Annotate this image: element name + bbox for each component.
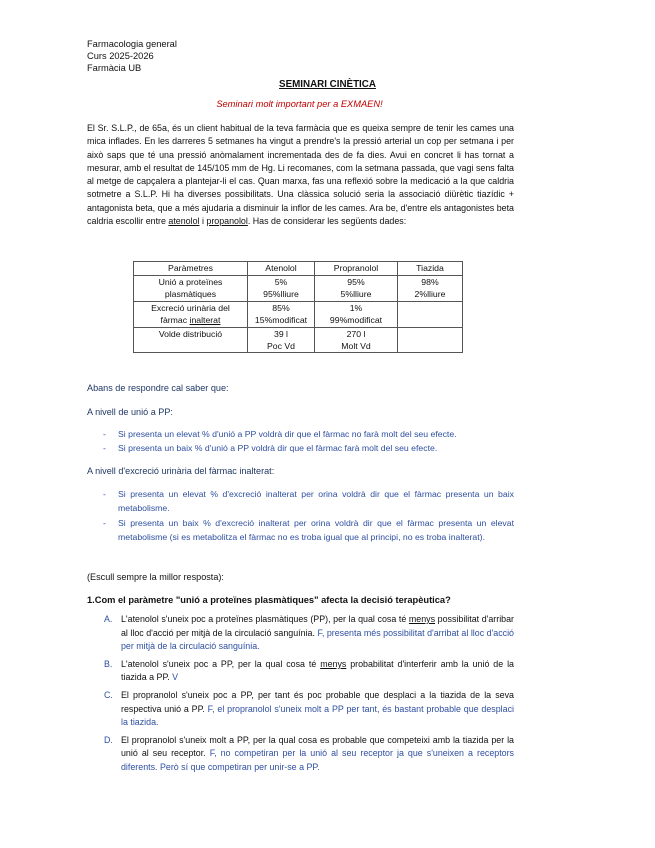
option-letter: D. bbox=[104, 734, 113, 745]
table-cell bbox=[248, 301, 315, 327]
answer-options bbox=[87, 613, 514, 779]
table-header-row bbox=[134, 262, 463, 276]
cell-line: 99%modificat bbox=[329, 315, 383, 326]
table-cell bbox=[315, 301, 398, 327]
option-feedback: V bbox=[172, 672, 179, 683]
cell-line: 1% bbox=[349, 302, 363, 313]
option-text: El propranolol s'uneix poc a PP, per tant és poc probable que desplaci a la tiazida de la seva respectiva unió a PP. bbox=[121, 689, 514, 714]
table-cell bbox=[315, 327, 398, 353]
cell-line: Volde distribució bbox=[158, 328, 223, 339]
dash-bullet: - bbox=[103, 517, 106, 528]
cell-text: fàrmac bbox=[160, 315, 190, 326]
cell-line: 98% bbox=[421, 277, 439, 287]
table-row bbox=[134, 327, 463, 353]
table-cell bbox=[315, 276, 398, 302]
option-text: possibilitat d'arribar al lloc d'acció per mitjà de la circulació sanguínia. bbox=[121, 614, 514, 638]
list-item-text: Si presenta un baix % d'excreció inalterat per orina voldrà dir que el fàrmac presenta un elevat metabolisme (si es metabolitza el fàrmac no es troba igual que al principi, no es troba inalterat). bbox=[118, 517, 514, 542]
intro-drug-1: atenolol bbox=[168, 216, 200, 227]
pp-level-heading: A nivell de unió a PP: bbox=[87, 407, 173, 417]
option-text: El propranolol s'uneix molt a PP, per la qual cosa es probable que competeixi amb la tiazida per la unió al seu receptor. bbox=[121, 734, 514, 759]
before-answer-heading: Abans de respondre cal saber que: bbox=[87, 383, 229, 393]
table-row bbox=[134, 276, 463, 302]
cell-line: Molt Vd bbox=[341, 341, 371, 352]
option-underlined-text: menys bbox=[320, 658, 347, 669]
list-item bbox=[87, 441, 514, 455]
dash-bullet: - bbox=[103, 489, 106, 499]
table-cell bbox=[398, 327, 463, 353]
cell-line: 95%lliure bbox=[263, 289, 299, 300]
option-letter: B. bbox=[104, 658, 113, 669]
option-feedback: F, presenta més possibilitat d'arribat al lloc d'acció per mitjà de la circulació sanguínia. bbox=[121, 627, 514, 652]
option-underlined-text: menys bbox=[408, 614, 436, 624]
table-row bbox=[134, 301, 463, 327]
answer-option-a bbox=[87, 613, 514, 654]
list-item bbox=[87, 487, 514, 516]
faculty: Farmàcia UB bbox=[87, 63, 142, 73]
question-1: 1.Com el paràmetre "unió a proteïnes plasmàtiques" afecta la decisió terapèutica? bbox=[87, 595, 451, 605]
intro-join: i bbox=[199, 216, 207, 227]
intro-text-2: . Has de considerar les següents dades: bbox=[247, 216, 407, 227]
pp-bullet-list bbox=[87, 427, 514, 456]
cell-line: Excreció urinària del bbox=[151, 302, 230, 313]
option-feedback: F, no competiran per la unió al seu receptor ja que s'uneixen a receptors diferents. Però sí que competiran per unir-se a PP. bbox=[121, 748, 514, 772]
answer-option-d bbox=[87, 734, 514, 775]
list-item-text: Si presenta un elevat % d'unió a PP voldrà dir que el fàrmac no farà molt del seu efecte. bbox=[118, 429, 457, 439]
intro-drug-2: propanolol bbox=[206, 216, 248, 227]
cell-line: 270 l bbox=[346, 328, 366, 339]
table-cell bbox=[248, 276, 315, 302]
option-letter: A. bbox=[104, 614, 113, 624]
page-subtitle: Seminari molt important per a EXMAEN! bbox=[216, 99, 383, 109]
option-text: probabilitat d'interferir amb la unió de la tiazida a PP. bbox=[121, 658, 514, 683]
list-item bbox=[87, 516, 514, 545]
course-year: Curs 2025-2026 bbox=[87, 51, 154, 61]
page-title: SEMINARI CINÈTICA bbox=[279, 79, 376, 90]
table-header-cell: Paràmetres bbox=[134, 262, 248, 276]
answer-option-c bbox=[87, 689, 514, 730]
document-header bbox=[87, 38, 177, 74]
cell-line: 95% bbox=[347, 277, 365, 287]
cell-line: 39 l bbox=[273, 328, 288, 339]
cell-line: plasmàtiques bbox=[164, 289, 217, 300]
excretion-level-heading: A nivell d'excreció urinària del fàrmac inalterat: bbox=[87, 466, 275, 476]
list-item-text: Si presenta un baix % d'unió a PP voldrà dir que el fàrmac farà molt del seu efecte. bbox=[118, 443, 438, 454]
cell-line bbox=[137, 314, 244, 326]
drug-data-table bbox=[133, 261, 463, 353]
option-text: L'atenolol s'uneix poc a PP, per la qual cosa té bbox=[121, 658, 321, 669]
cell-line: Unió a proteïnes bbox=[158, 277, 223, 287]
instruction-note: (Escull sempre la millor resposta): bbox=[87, 572, 224, 582]
table-header-cell: Atenolol bbox=[248, 262, 315, 276]
option-text: L'atenolol s'uneix poc a proteïnes plasmàtiques (PP), per la qual cosa té bbox=[121, 614, 409, 624]
table-cell bbox=[134, 276, 248, 302]
list-item-text: Si presenta un elevat % d'excreció inalterat per orina voldrà dir que el fàrmac presenta un baix metabolisme. bbox=[118, 489, 514, 514]
cell-line: 85% bbox=[272, 302, 290, 313]
cell-line: 5% bbox=[274, 277, 288, 287]
table-cell bbox=[134, 301, 248, 327]
table-cell bbox=[134, 327, 248, 353]
table-cell bbox=[248, 327, 315, 353]
table-header-cell: Tiazida bbox=[398, 262, 463, 276]
list-item bbox=[87, 427, 514, 441]
dash-bullet: - bbox=[103, 429, 106, 439]
cell-line: 15%modificat bbox=[254, 315, 308, 326]
dash-bullet: - bbox=[103, 443, 106, 454]
excretion-bullet-list bbox=[87, 487, 514, 544]
table-header-cell: Propranolol bbox=[315, 262, 398, 276]
case-intro bbox=[87, 122, 514, 228]
cell-line: Poc Vd bbox=[266, 341, 295, 352]
cell-underlined-text: inalterat bbox=[189, 315, 221, 326]
option-letter: C. bbox=[104, 689, 113, 700]
table-cell bbox=[398, 276, 463, 302]
table-cell bbox=[398, 301, 463, 327]
answer-option-b bbox=[87, 658, 514, 685]
course-subject: Farmacologia general bbox=[87, 39, 177, 49]
cell-line: 5%lliure bbox=[340, 289, 372, 300]
option-feedback: F, el propranolol s'uneix molt a PP per tant, és bastant probable que desplaci la tiazida. bbox=[121, 703, 514, 728]
intro-text-1: El Sr. S.L.P., de 65a, és un client habitual de la teva farmàcia que es queixa sempre de tenir les cames una mica inflades. En les darreres 5 setmanes ha vingut a prendre's la pressió arterial un cop per setmana i per això saps que té una pressió anòmalament incrementada des de fa dies. Avui en concret li has tornat a mesurar, amb el resultat de 145/105 mm de Hg. Li recomanes, com la setmana passada, que vagi sens falta al metge de capçalera a plantejar-li el cas. Quan marxa, fas una reflexió sobre la medicació a la que caldria sotmetre a S.L.P. Hi ha diverses possibilitats. Una clàssica solució seria la associació diürètic tiazídic + antagonista beta, que a més ajudaria a disminuir la inflor de les cames. Ara be, d'entre els antagonistes beta caldria escollir entre bbox=[87, 123, 514, 227]
cell-line: 2%lliure bbox=[414, 289, 446, 300]
